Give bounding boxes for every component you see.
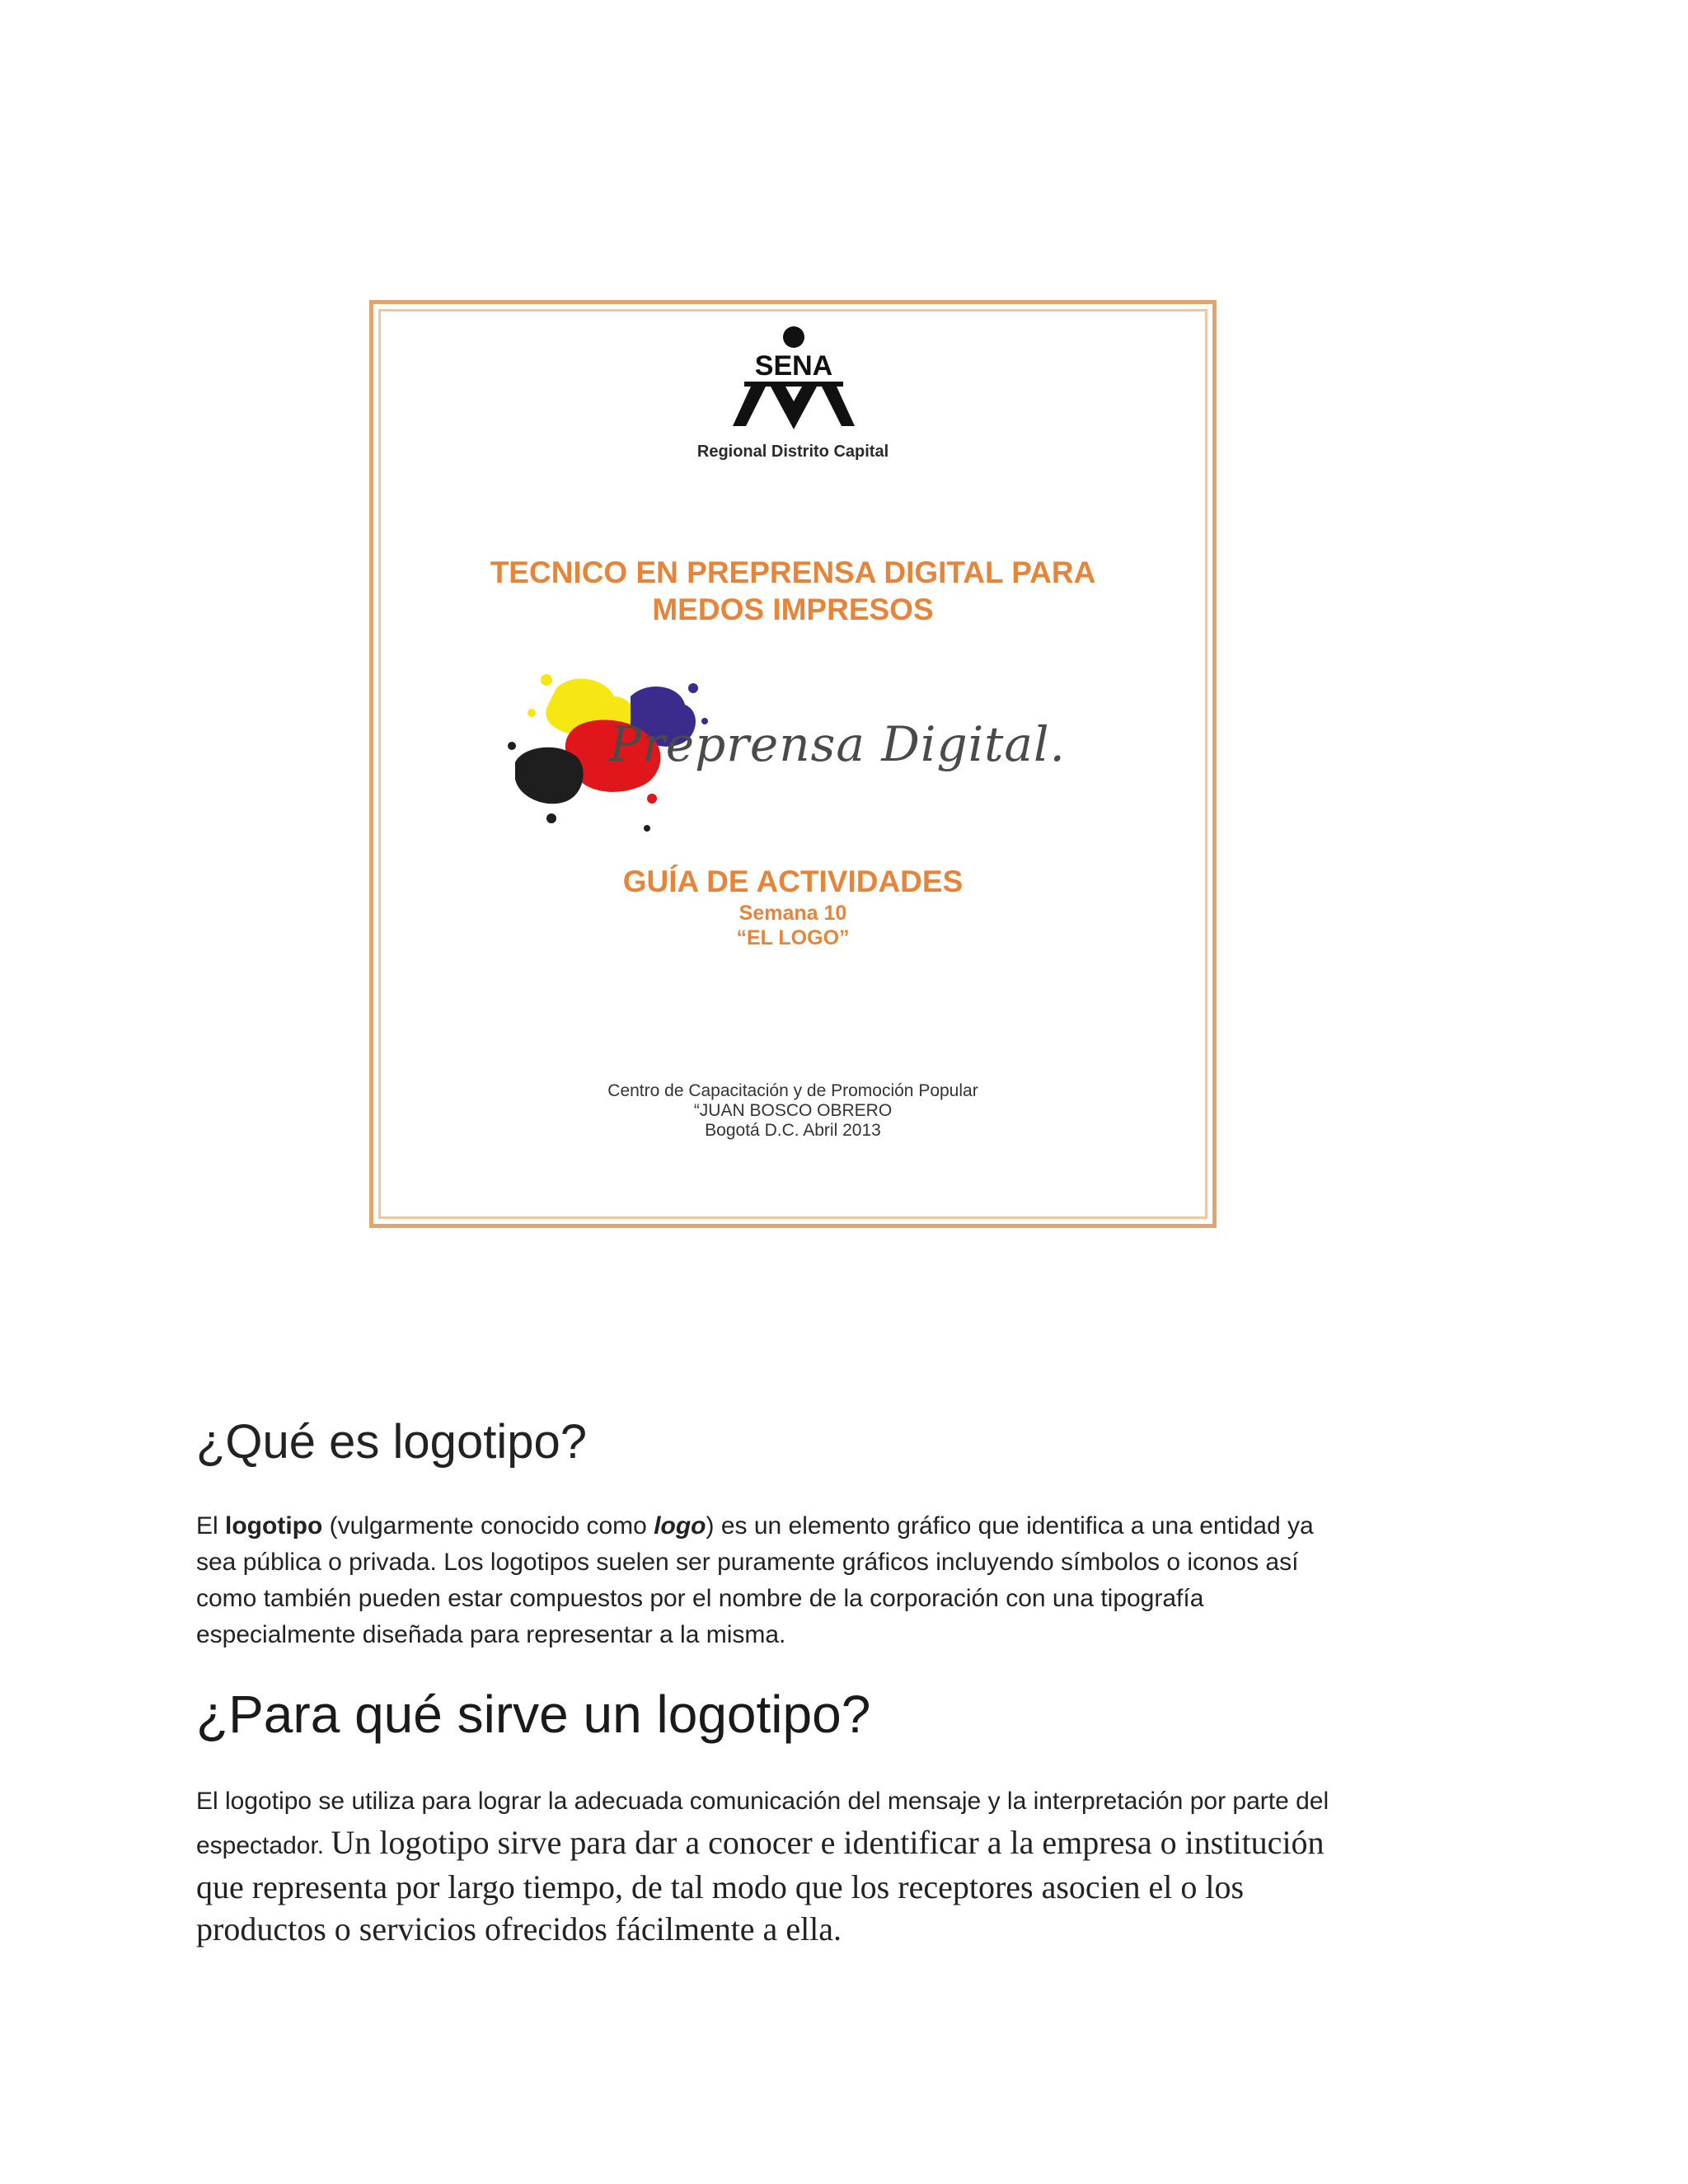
paragraph-purpose-line-1: El logotipo se utiliza para lograr la adecuada comunicación del mensaje y la interpretación por parte del	[196, 1788, 1329, 1815]
term-logo: logo	[654, 1512, 706, 1540]
term-logotipo: logotipo	[225, 1512, 323, 1540]
paragraph-definition-line-1	[196, 1508, 1482, 1544]
cover-footer-line-2: “JUAN BOSCO OBRERO	[693, 1101, 893, 1120]
cover-footer	[373, 1081, 1212, 1141]
paragraph-purpose	[196, 1782, 1482, 1950]
cover-image	[369, 300, 1217, 1228]
text-mid: (vulgarmente conocido como	[322, 1512, 654, 1540]
paragraph-definition	[196, 1508, 1482, 1653]
sena-logo	[728, 324, 860, 431]
program-title-line-2: MEDOS IMPRESOS	[652, 593, 934, 626]
sena-logo-text: SENA	[754, 350, 833, 382]
regional-label: Regional Distrito Capital	[696, 443, 889, 461]
guide-title: GUÍA DE ACTIVIDADES	[622, 865, 964, 898]
paragraph-purpose-line-2	[196, 1821, 1482, 1866]
text-espectador: espectador.	[196, 1832, 331, 1859]
paragraph-definition-line-3: como también pueden estar compuestos por el nombre de la corporación con una tipografía	[196, 1585, 1204, 1612]
heading-para-que-sirve: ¿Para qué sirve un logotipo?	[196, 1685, 871, 1744]
text-rest: ) es un elemento gráfico que identifica a una entidad ya	[706, 1512, 1314, 1540]
cover-footer-line-3: Bogotá D.C. Abril 2013	[705, 1121, 881, 1140]
guide-week: Semana 10	[738, 902, 847, 925]
program-title-line-1: TECNICO EN PREPRENSA DIGITAL PARA	[490, 555, 1096, 589]
paragraph-purpose-line-4: productos o servicios ofrecidos fácilmente a ella.	[196, 1910, 842, 1947]
program-title	[398, 554, 1188, 628]
paragraph-purpose-line-3: que representa por largo tiempo, de tal modo que los receptores asocien el o los	[196, 1868, 1245, 1905]
preprensa-digital-art-text: Preprensa Digital.	[609, 716, 1066, 772]
text-serif-sentence: Un logotipo sirve para dar a conocer e identificar a la empresa o institución	[331, 1824, 1325, 1861]
heading-que-es-logotipo: ¿Qué es logotipo?	[196, 1415, 587, 1469]
cover-footer-line-1: Centro de Capacitación y de Promoción Popular	[607, 1081, 978, 1100]
text-el: El	[196, 1512, 226, 1540]
paragraph-definition-line-2: sea pública o privada. Los logotipos suelen ser puramente gráficos incluyendo símbolos o iconos así	[196, 1549, 1299, 1576]
guide-topic: “EL LOGO”	[736, 926, 850, 949]
paragraph-definition-line-4: especialmente diseñada para representar a la misma.	[196, 1621, 786, 1648]
